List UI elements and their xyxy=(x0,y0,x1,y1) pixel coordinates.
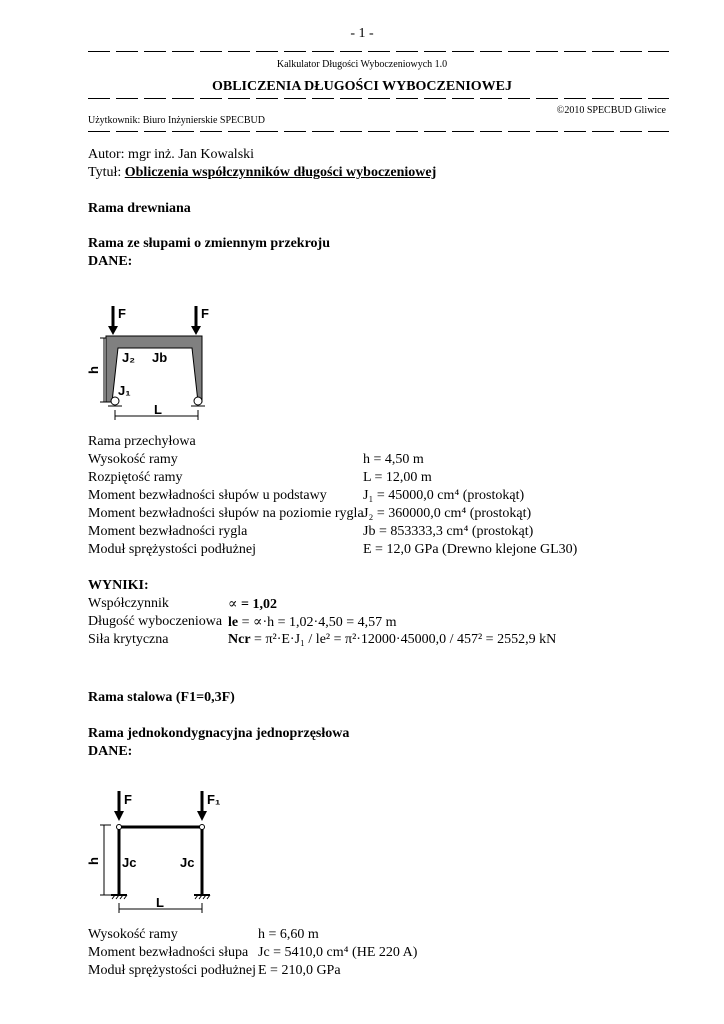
support-right xyxy=(194,397,202,405)
doc-subtitle xyxy=(88,165,436,181)
param-value: J₂ = 360000,0 cm⁴ (prostokąt) xyxy=(363,506,532,521)
section-subheading: Rama jednokondygnacyjna jednoprzęsłowa xyxy=(88,726,350,741)
result-symbol: le xyxy=(228,615,239,630)
section-subheading: Rama ze słupami o zmiennym przekroju xyxy=(88,236,330,251)
label-l: L xyxy=(156,895,164,910)
result-number: = π²·E·J₁ / le² = π²·12000·45000,0 / 457² = 2552,9 kN xyxy=(254,632,557,647)
dane-label: DANE: xyxy=(88,744,133,759)
section-heading: Rama stalowa (F1=0,3F) xyxy=(88,690,235,705)
frame-type: Rama przechyłowa xyxy=(88,434,196,449)
label-h: h xyxy=(86,366,101,374)
label-f-left: F xyxy=(118,306,126,321)
param-value: E = 12,0 GPa (Drewno klejone GL30) xyxy=(363,542,578,557)
result-label: Siła krytyczna xyxy=(88,632,169,647)
result-symbol: Ncr xyxy=(228,632,251,647)
header-divider xyxy=(88,98,669,99)
param-label: Moment bezwładności słupa xyxy=(88,945,249,960)
label-h: h xyxy=(86,857,101,865)
frame-diagram-steel xyxy=(84,787,224,915)
frame-diagram-timber xyxy=(84,302,224,422)
param-label: Rozpiętość ramy xyxy=(88,470,183,485)
result-label: Długość wyboczeniowa xyxy=(88,614,223,629)
app-title: Kalkulator Długości Wyboczeniowych 1.0 xyxy=(276,59,448,70)
label-jb: Jb xyxy=(152,350,168,365)
page-number: - 1 - xyxy=(350,26,374,41)
copyright: ©2010 SPECBUD Gliwice xyxy=(556,105,666,116)
dane-label: DANE: xyxy=(88,254,133,269)
param-label: Moment bezwładności słupów u podstawy xyxy=(88,488,327,503)
label-jc-left: Jc xyxy=(122,855,137,870)
result-value xyxy=(228,596,277,613)
param-value: Jc = 5410,0 cm⁴ (HE 220 A) xyxy=(258,945,418,960)
param-label: Wysokość ramy xyxy=(88,452,178,467)
param-label: Wysokość ramy xyxy=(88,927,178,942)
label-f-left: F xyxy=(124,792,132,807)
param-label: Moment bezwładności słupów na poziomie rygla xyxy=(88,506,364,521)
label-j2: J₂ xyxy=(122,350,136,365)
section-heading: Rama drewniana xyxy=(88,201,191,216)
param-label: Moduł sprężystości podłużnej xyxy=(88,963,256,978)
label-jc-right: Jc xyxy=(180,855,195,870)
wyniki-label: WYNIKI: xyxy=(88,578,149,593)
param-label: Moduł sprężystości podłużnej xyxy=(88,542,256,557)
param-value: L = 12,00 m xyxy=(363,470,432,485)
result-label: Współczynnik xyxy=(88,596,169,611)
label-f-right: F xyxy=(201,306,209,321)
title-label: Tytuł: xyxy=(88,165,125,180)
result-symbol: ∝ xyxy=(228,597,238,612)
title-value: Obliczenia współczynników długości wyboczeniowej xyxy=(124,165,437,180)
header-divider xyxy=(88,131,669,132)
param-value: E = 210,0 GPa xyxy=(258,963,341,978)
result-value xyxy=(228,632,556,648)
param-value: J₁ = 45000,0 cm⁴ (prostokąt) xyxy=(363,488,525,503)
result-number: = ∝·h = 1,02·4,50 = 4,57 m xyxy=(241,615,397,630)
label-l: L xyxy=(154,402,162,417)
result-number: = 1,02 xyxy=(240,597,277,612)
author: Autor: mgr inż. Jan Kowalski xyxy=(88,147,255,162)
doc-title: OBLICZENIA DŁUGOŚCI WYBOCZENIOWEJ xyxy=(211,79,513,94)
label-j1: J₁ xyxy=(118,383,131,398)
param-value: Jb = 853333,3 cm⁴ (prostokąt) xyxy=(363,524,534,539)
user-label: Użytkownik: Biuro Inżynierskie SPECBUD xyxy=(88,115,265,126)
result-value xyxy=(228,614,396,631)
param-label: Moment bezwładności rygla xyxy=(88,524,248,539)
label-f-right: F₁ xyxy=(207,792,221,807)
header-divider xyxy=(88,51,669,52)
support-left xyxy=(111,397,119,405)
param-value: h = 4,50 m xyxy=(363,452,424,467)
param-value: h = 6,60 m xyxy=(258,927,319,942)
